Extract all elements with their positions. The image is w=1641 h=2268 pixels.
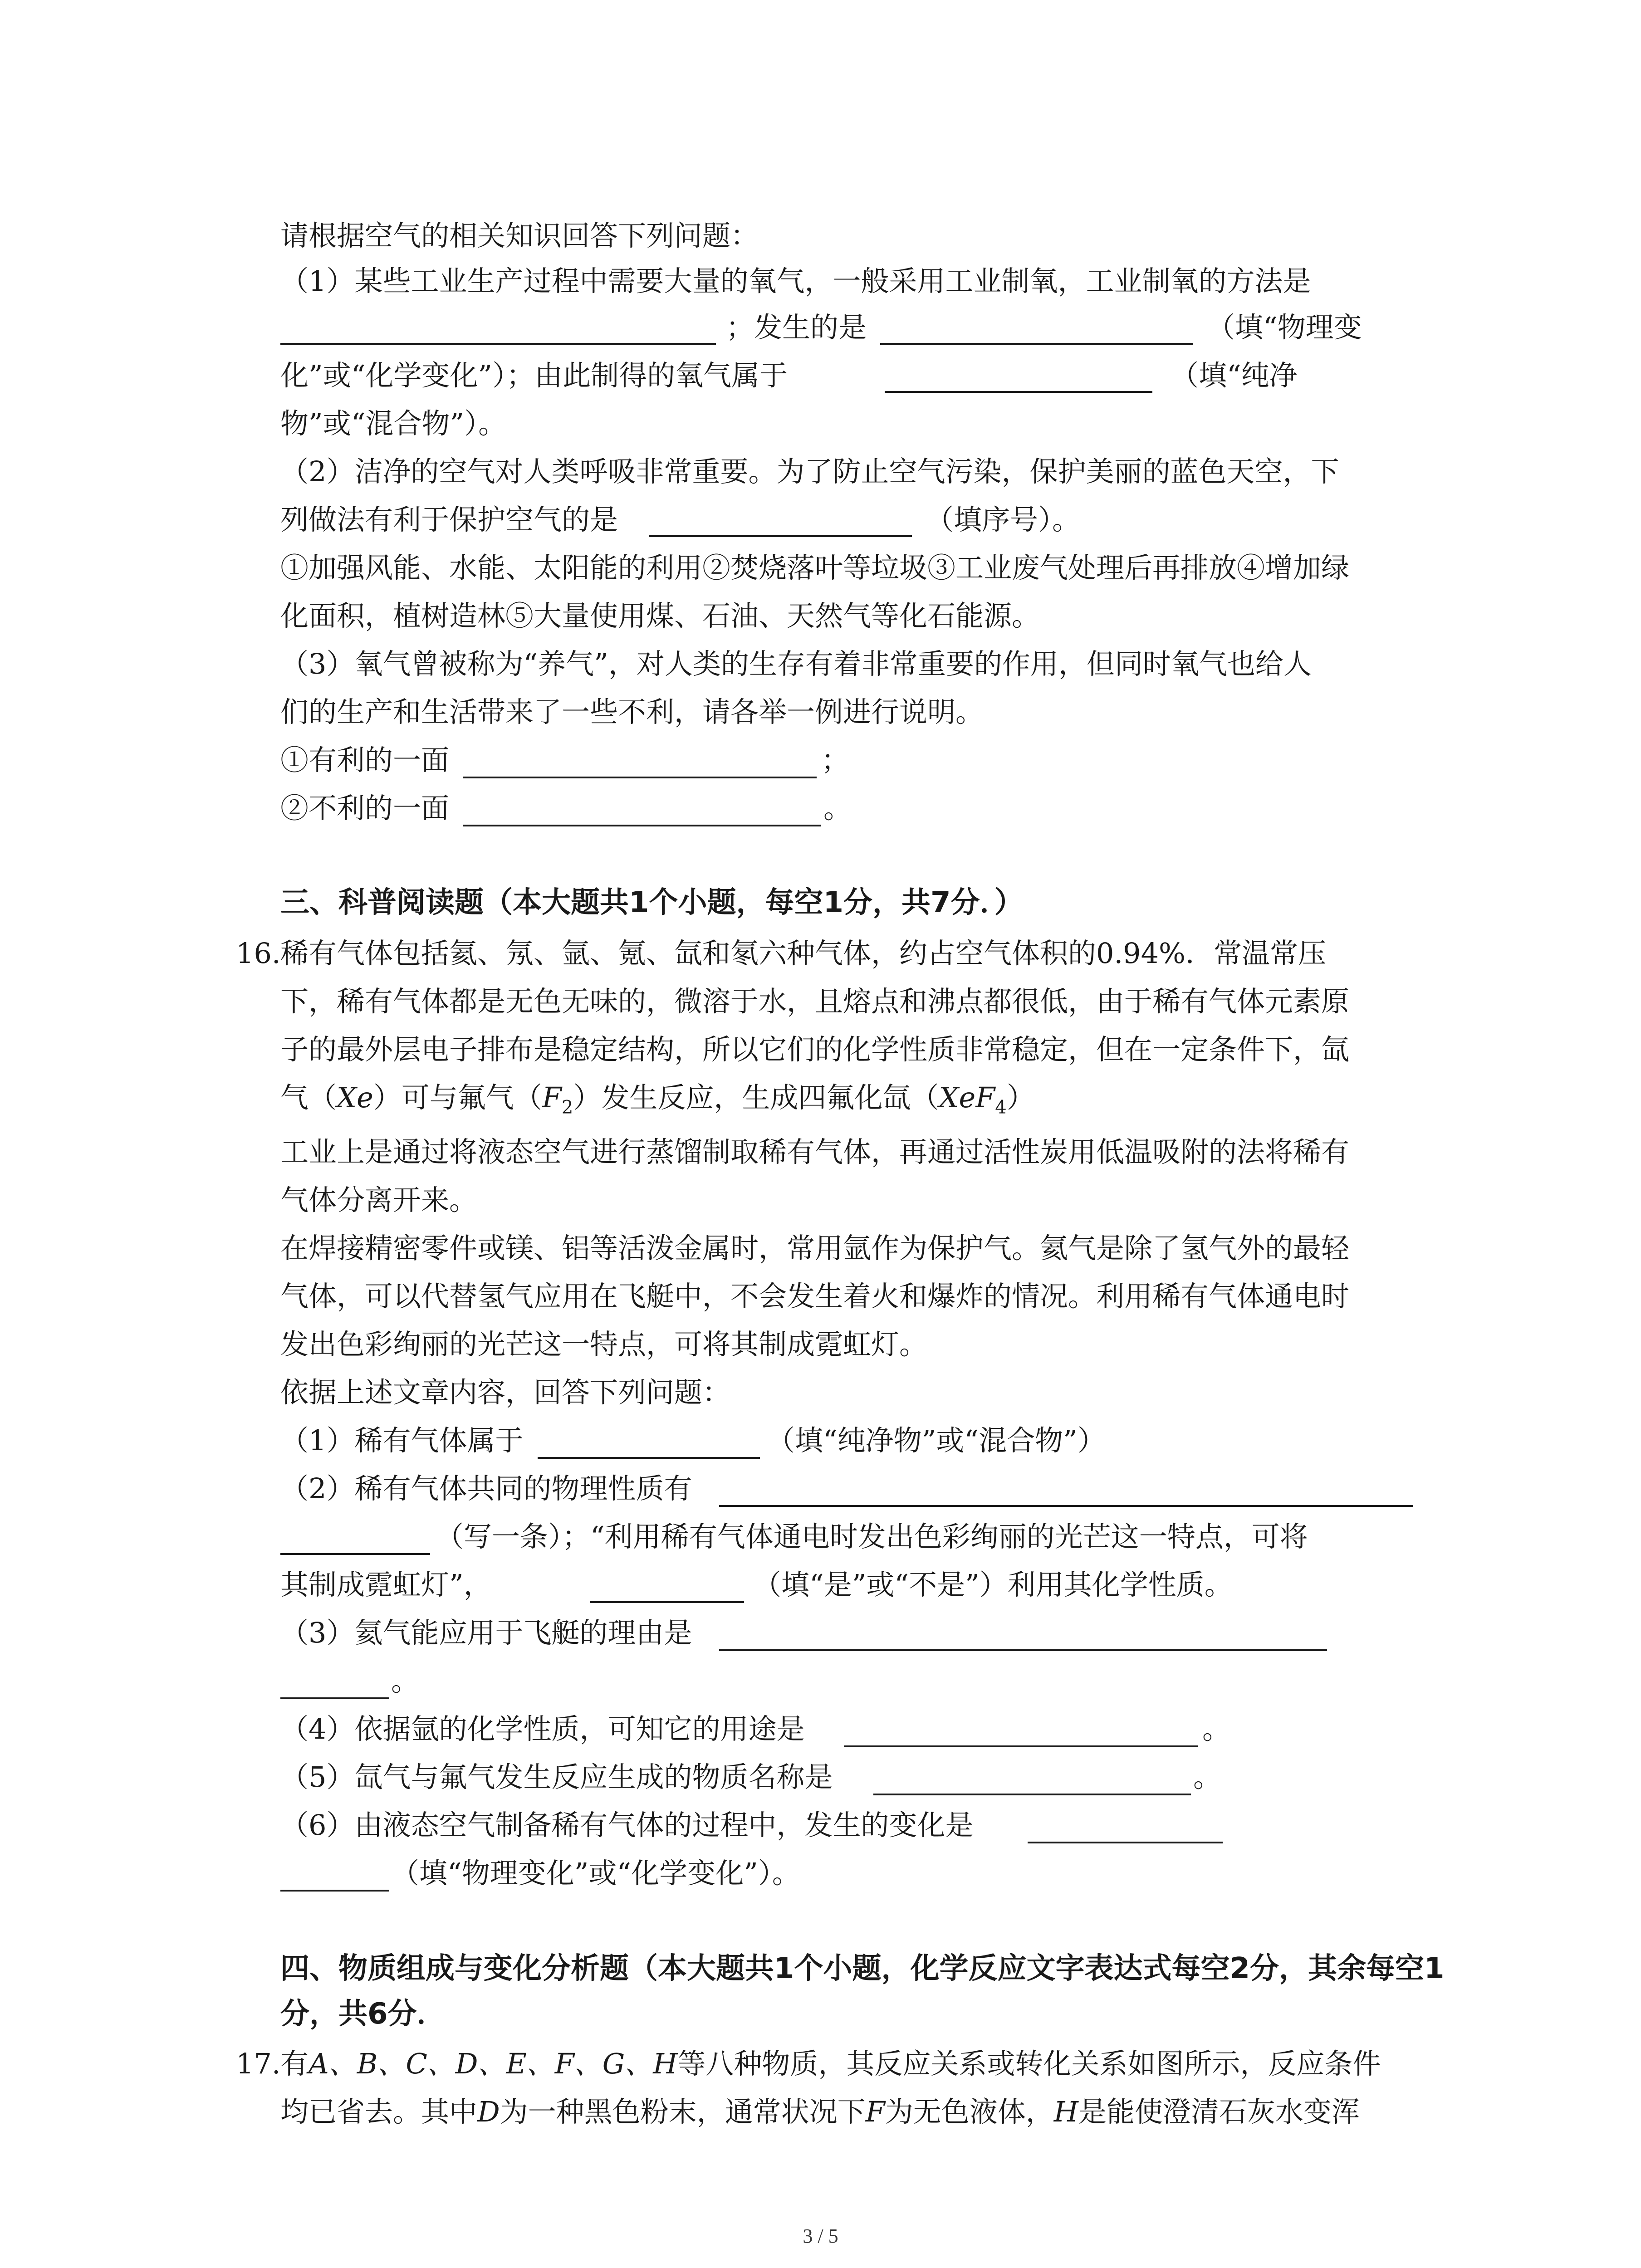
q16-xef4-symbol: XeF xyxy=(939,1081,995,1114)
q17-line1-a: 有 xyxy=(280,2047,309,2080)
q16-sub4-blank[interactable] xyxy=(844,1745,1198,1747)
q16-sub4-end: 。 xyxy=(1202,1712,1231,1745)
s15-q3-disadvantage-end: 。 xyxy=(823,792,852,825)
q16-para4-c: ）发生反应，生成四氟化氙（ xyxy=(573,1081,939,1114)
s15-q2-options2: 化面积，植树造林⑤大量使用煤、石油、天然气等化石能源。 xyxy=(280,599,1040,632)
q16-sub2-line3: 其制成霓虹灯”， xyxy=(280,1568,492,1601)
q16-sub3: （3）氦气能应用于飞艇的理由是 xyxy=(280,1616,692,1649)
q16-sub1-blank[interactable] xyxy=(538,1457,760,1459)
q17-var-h: H xyxy=(1053,2095,1078,2128)
page-number: 3 / 5 xyxy=(803,2225,838,2247)
q17-line2-a: 均已省去。其中 xyxy=(280,2095,478,2128)
q16-f2-subscript: 2 xyxy=(561,1097,573,1118)
q17-line2 xyxy=(280,2094,1360,2130)
s15-q2-line2-end: （填序号）。 xyxy=(926,503,1081,536)
s15-q3-advantage-blank[interactable] xyxy=(463,777,817,778)
s15-q1-line2-mid: ；发生的是 xyxy=(726,311,867,344)
q16-number: 16. xyxy=(236,937,281,970)
q16-para3: 子的最外层电子排布是稳定结构，所以它们的化学性质非常稳定，但在一定条件下，氙 xyxy=(280,1033,1350,1066)
section-3-title: 三、科普阅读题（本大题共1个小题，每空1分，共7分．） xyxy=(280,886,1024,919)
q16-para4 xyxy=(280,1080,1035,1125)
q16-sub6-blank-a[interactable] xyxy=(1028,1842,1223,1843)
s15-q2-blank[interactable] xyxy=(649,535,912,537)
q17-line1 xyxy=(280,2046,1381,2082)
s15-q1-line2-end: （填“物理变 xyxy=(1207,311,1362,344)
s15-q3-advantage-label: ①有利的一面 xyxy=(280,743,450,777)
q16-para4-d: ） xyxy=(1006,1081,1035,1114)
q16-sub5-blank[interactable] xyxy=(873,1794,1191,1795)
q16-sub2-blank-b[interactable] xyxy=(280,1553,430,1555)
q16-xe-symbol: Xe xyxy=(337,1081,373,1114)
section-4-title-line2: 分，共6分． xyxy=(280,1997,446,2031)
s15-q3-line1: （3）氧气曾被称为“养气”，对人类的生存有着非常重要的作用，但同时氧气也给人 xyxy=(280,647,1312,680)
s15-q3-line2: 们的生产和生活带来了一些不利，请各举一例进行说明。 xyxy=(280,695,984,728)
s15-q1-line3-end: （填“纯净 xyxy=(1171,359,1298,392)
q16-sub2-line2: （写一条）；“利用稀有气体通电时发出色彩绚丽的光芒这一特点，可将 xyxy=(436,1520,1308,1553)
q16-para4-b: ）可与氟气（ xyxy=(373,1081,542,1114)
q16-para6: 气体分离开来。 xyxy=(280,1183,478,1217)
s15-q2-options1: ①加强风能、水能、太阳能的利用②焚烧落叶等垃圾③工业废气处理后再排放④增加绿 xyxy=(280,551,1350,584)
q17-line2-d: 是能使澄清石灰水变浑 xyxy=(1078,2095,1360,2128)
q16-para9: 发出色彩绚丽的光芒这一特点，可将其制成霓虹灯。 xyxy=(280,1328,928,1361)
q17-line1-b: 等八种物质，其反应关系或转化关系如图所示，反应条件 xyxy=(677,2047,1381,2080)
s15-q2-line2: 列做法有利于保护空气的是 xyxy=(280,503,618,536)
q16-sub5: （5）氙气与氟气发生反应生成的物质名称是 xyxy=(280,1760,833,1794)
q16-sub2-line3-end: （填“是”或“不是”）利用其化学性质。 xyxy=(753,1568,1233,1601)
q16-para5: 工业上是通过将液态空气进行蒸馏制取稀有气体，再通过活性炭用低温吸附的法将稀有 xyxy=(280,1135,1350,1168)
q16-sub1: （1）稀有气体属于 xyxy=(280,1424,524,1457)
s15-q1-blank-method[interactable] xyxy=(280,343,716,345)
q17-number: 17. xyxy=(236,2047,281,2080)
s15-q1-line4: 物”或“混合物”）。 xyxy=(280,407,507,440)
q16-sub3-blank-b[interactable] xyxy=(280,1697,389,1699)
s15-q2-line1: （2）洁净的空气对人类呼吸非常重要。为了防止空气污染，保护美丽的蓝色天空，下 xyxy=(280,455,1339,488)
q16-sub3-end: 。 xyxy=(391,1664,420,1697)
q16-sub6: （6）由液态空气制备稀有气体的过程中，发生的变化是 xyxy=(280,1809,974,1842)
s15-q3-disadvantage-blank[interactable] xyxy=(463,825,821,826)
s15-q3-disadvantage-label: ②不利的一面 xyxy=(280,792,450,825)
s15-intro: 请根据空气的相关知识回答下列问题： xyxy=(280,219,759,252)
q17-var-d: D xyxy=(477,2095,500,2128)
s15-q1-line1: （1）某些工业生产过程中需要大量的氧气，一般采用工业制氧，工业制氧的方法是 xyxy=(280,264,1311,298)
q16-sub1-end: （填“纯净物”或“混合物”） xyxy=(767,1424,1106,1457)
q16-sub2: （2）稀有气体共同的物理性质有 xyxy=(280,1472,692,1505)
q16-sub4: （4）依据氩的化学性质，可知它的用途是 xyxy=(280,1712,805,1745)
s15-q1-blank-type[interactable] xyxy=(885,391,1152,393)
s15-q3-advantage-end: ； xyxy=(821,743,850,777)
section-4-title-line1: 四、物质组成与变化分析题（本大题共1个小题，化学反应文字表达式每空2分，其余每空1 xyxy=(280,1952,1445,1985)
q16-sub2-blank-a[interactable] xyxy=(719,1505,1413,1507)
q17-variables: A、B、C、D、E、F、G、H xyxy=(309,2047,678,2080)
q16-sub3-blank-a[interactable] xyxy=(719,1649,1327,1651)
q16-f2-symbol: F xyxy=(542,1081,562,1114)
q16-sub5-end: 。 xyxy=(1193,1760,1222,1794)
q17-var-f: F xyxy=(865,2095,885,2128)
q16-para10: 依据上述文章内容，回答下列问题： xyxy=(280,1376,731,1409)
q16-para7: 在焊接精密零件或镁、铝等活泼金属时，常用氩作为保护气。氦气是除了氢气外的最轻 xyxy=(280,1232,1350,1265)
q16-xef4-subscript: 4 xyxy=(995,1097,1007,1118)
q16-sub6-blank-b[interactable] xyxy=(280,1890,389,1892)
q16-para2: 下，稀有气体都是无色无味的，微溶于水，且熔点和沸点都很低，由于稀有气体元素原 xyxy=(280,985,1350,1018)
q16-sub6-end: （填“物理变化”或“化学变化”）。 xyxy=(391,1857,800,1890)
q16-para4-a: 气（ xyxy=(280,1081,337,1114)
q16-para8: 气体，可以代替氢气应用在飞艇中，不会发生着火和爆炸的情况。利用稀有气体通电时 xyxy=(280,1280,1350,1313)
s15-q1-line3: 化”或“化学变化”）；由此制得的氧气属于 xyxy=(280,359,788,392)
q16-sub2-blank-c[interactable] xyxy=(590,1601,744,1603)
q17-line2-b: 为一种黑色粉末，通常状况下 xyxy=(500,2095,866,2128)
s15-q1-blank-change[interactable] xyxy=(880,343,1193,345)
q16-para1: 稀有气体包括氦、氖、氩、氪、氙和氡六种气体，约占空气体积的0.94%．常温常压 xyxy=(280,937,1326,970)
q17-line2-c: 为无色液体， xyxy=(885,2095,1054,2128)
